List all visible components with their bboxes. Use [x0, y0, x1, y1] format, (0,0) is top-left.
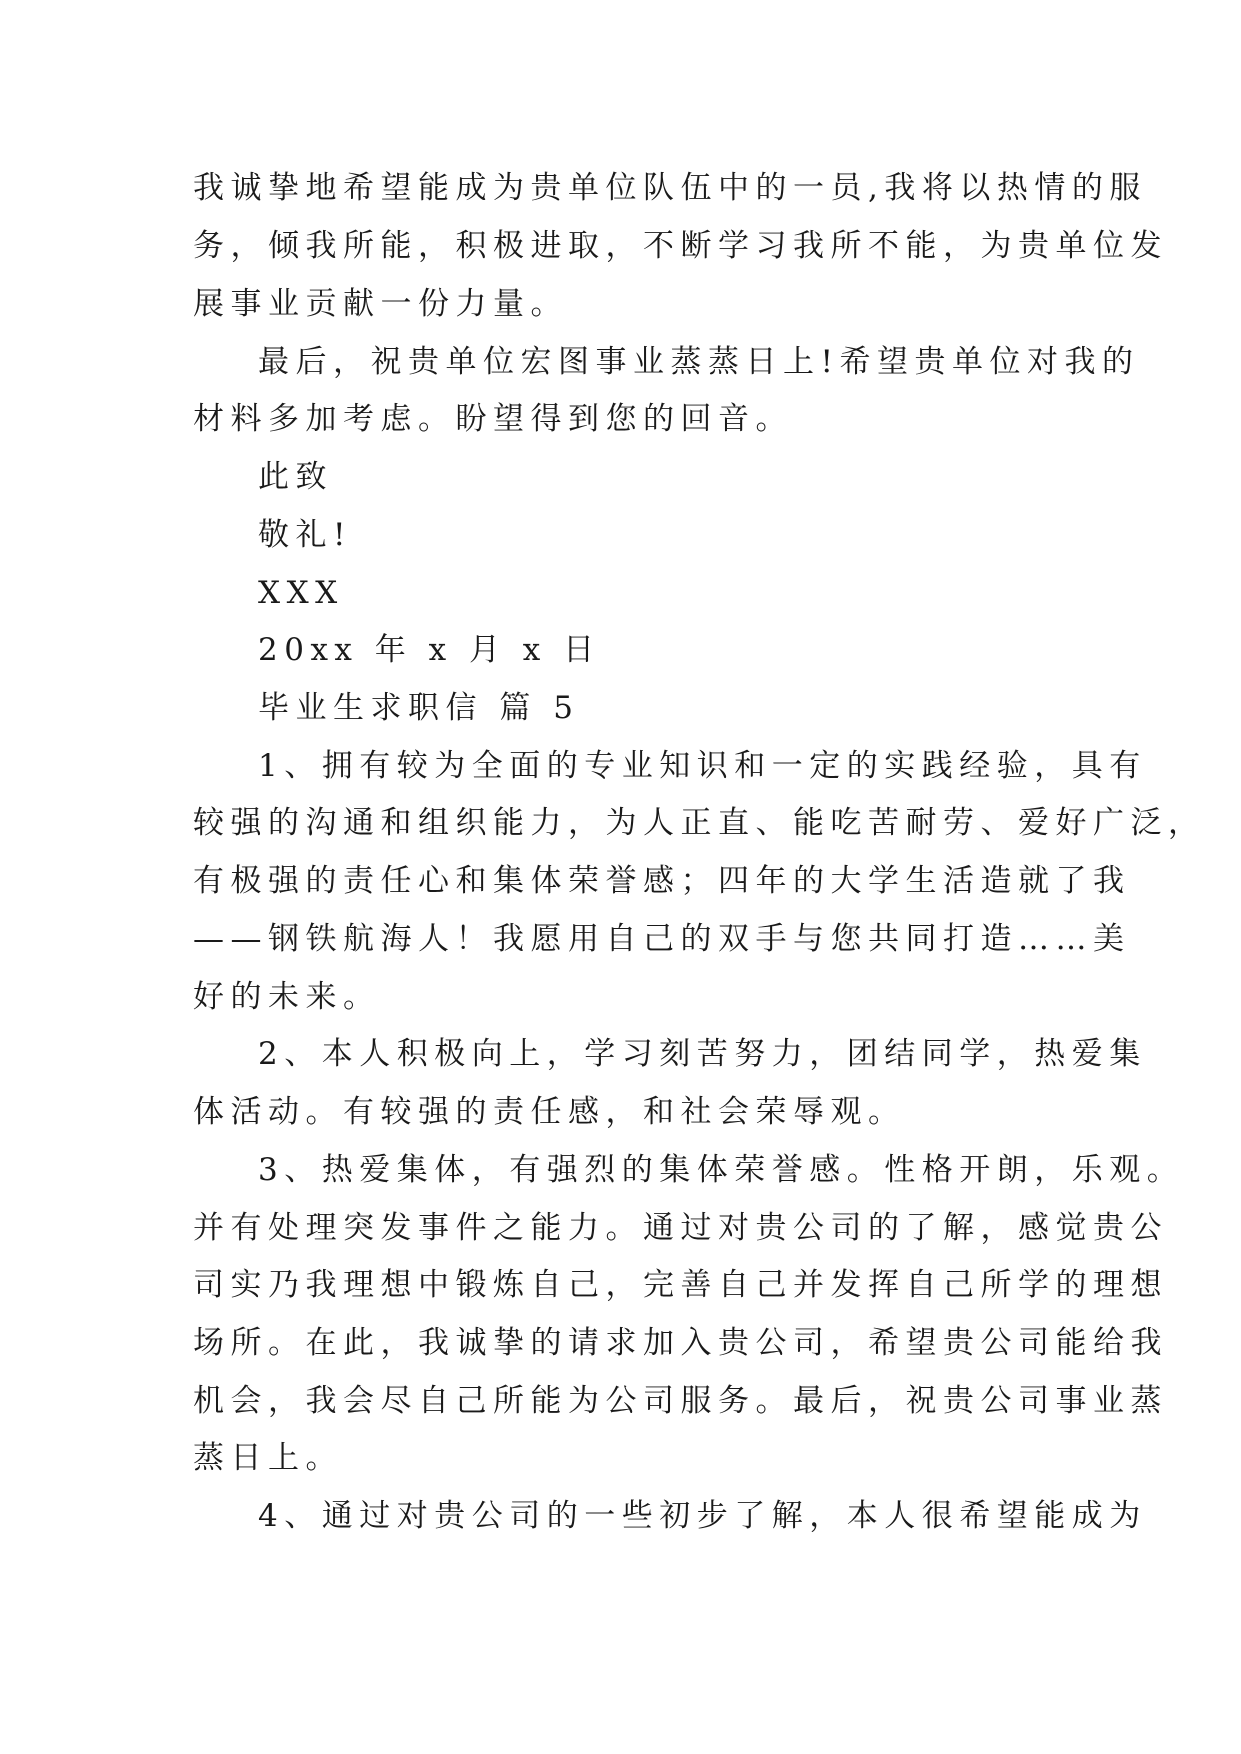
text-line: 务，倾我所能，积极进取，不断学习我所不能，为贵单位发	[193, 228, 1168, 264]
salutation-line: 此致	[258, 459, 333, 495]
text-line: 展事业贡献一份力量。	[193, 286, 568, 322]
text-line: 最后，祝贵单位宏图事业蒸蒸日上!希望贵单位对我的	[258, 344, 1140, 380]
text-line: 场所。在此，我诚挚的请求加入贵公司，希望贵公司能给我	[193, 1325, 1168, 1361]
salutation-line: 敬礼!	[258, 517, 352, 553]
text-line: 体活动。有较强的责任感，和社会荣辱观。	[193, 1094, 906, 1130]
section-heading: 毕业生求职信 篇 5	[258, 690, 580, 726]
text-line: 好的未来。	[193, 979, 381, 1015]
text-line: 2、本人积极向上，学习刻苦努力，团结同学，热爱集	[258, 1036, 1147, 1072]
date-line: 20xx 年 x 月 x 日	[258, 632, 601, 668]
text-line: ——钢铁航海人！我愿用自己的双手与您共同打造……美	[193, 921, 1131, 957]
text-line: 机会，我会尽自己所能为公司服务。最后，祝贵公司事业蒸	[193, 1383, 1168, 1419]
text-line: 有极强的责任心和集体荣誉感；四年的大学生活造就了我	[193, 863, 1131, 899]
text-line: 并有处理突发事件之能力。通过对贵公司的了解，感觉贵公	[193, 1210, 1168, 1246]
text-line: 司实乃我理想中锻炼自己，完善自己并发挥自己所学的理想	[193, 1267, 1168, 1303]
text-line: 1、拥有较为全面的专业知识和一定的实践经验，具有	[258, 748, 1147, 784]
text-line: 蒸日上。	[193, 1440, 343, 1476]
text-line: 我诚挚地希望能成为贵单位队伍中的一员,我将以热情的服	[193, 170, 1147, 206]
text-line: 材料多加考虑。盼望得到您的回音。	[193, 401, 793, 437]
text-line: 3、热爱集体，有强烈的集体荣誉感。性格开朗，乐观。	[258, 1152, 1185, 1188]
signature-line: XXX	[258, 575, 344, 611]
text-line: 较强的沟通和组织能力，为人正直、能吃苦耐劳、爱好广泛，	[193, 805, 1206, 841]
text-line: 4、通过对贵公司的一些初步了解，本人很希望能成为	[258, 1498, 1147, 1534]
